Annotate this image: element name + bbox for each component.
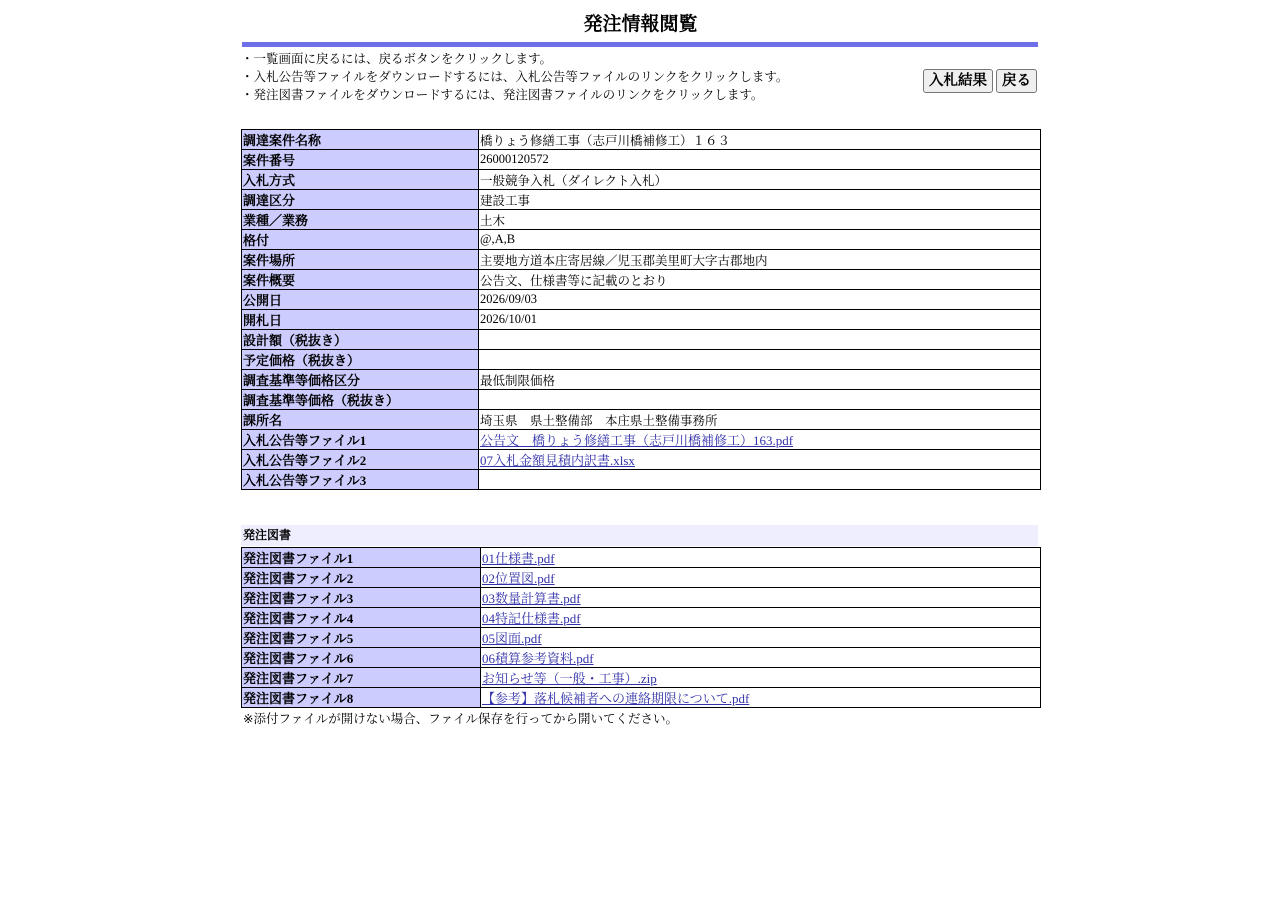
row-label: 案件場所 [242, 250, 479, 270]
page-container [241, 0, 1040, 728]
action-buttons [923, 69, 1037, 87]
table-row [242, 450, 1041, 470]
table-row [242, 668, 1041, 688]
table-row [242, 130, 1041, 150]
row-value [481, 688, 1041, 708]
row-value: 2026/09/03 [479, 290, 1041, 310]
footnote: ※添付ファイルが開けない場合、ファイル保存を行ってから開いてください。 [243, 711, 678, 726]
table-row [242, 250, 1041, 270]
row-label: 入札公告等ファイル1 [242, 430, 479, 450]
row-label: 格付 [242, 230, 479, 250]
details-table [241, 129, 1041, 490]
table-row [242, 688, 1041, 708]
table-row [242, 470, 1041, 490]
table-row [242, 330, 1041, 350]
row-label: 予定価格（税抜き） [242, 350, 479, 370]
row-value: 最低制限価格 [479, 370, 1041, 390]
instruction-bid-files: ・入札公告等ファイルをダウンロードするには、入札公告等ファイルのリンクをクリックします。 [241, 69, 789, 84]
table-row [242, 310, 1041, 330]
row-label: 調達案件名称 [242, 130, 479, 150]
row-value [479, 470, 1041, 490]
table-row [242, 150, 1041, 170]
row-value: 橋りょう修繕工事（志戸川橋補修工）１６３ [479, 130, 1041, 150]
row-value [481, 628, 1041, 648]
bid-file-1-link[interactable]: 公告文 橋りょう修繕工事（志戸川橋補修工）163.pdf [480, 433, 794, 448]
table-row [242, 628, 1041, 648]
row-value [481, 568, 1041, 588]
row-value: 埼玉県 県土整備部 本庄県土整備事務所 [479, 410, 1041, 430]
instructions [241, 50, 1040, 110]
row-value: 主要地方道本庄寄居線／児玉郡美里町大字古郡地内 [479, 250, 1041, 270]
row-value: 公告文、仕様書等に記載のとおり [479, 270, 1041, 290]
row-label: 調達区分 [242, 190, 479, 210]
row-value [479, 350, 1041, 370]
row-label: 発注図書ファイル8 [242, 688, 481, 708]
row-value [479, 390, 1041, 410]
row-label: 発注図書ファイル6 [242, 648, 481, 668]
table-row [242, 410, 1041, 430]
table-row [242, 588, 1041, 608]
row-label: 業種／業務 [242, 210, 479, 230]
row-value: @,A,B [479, 230, 1041, 250]
bid-file-2-link[interactable]: 07入札金額見積内訳書.xlsx [480, 453, 635, 468]
instruction-doc-files: ・発注図書ファイルをダウンロードするには、発注図書ファイルのリンクをクリックします。 [241, 87, 764, 102]
bid-result-button[interactable]: 入札結果 [923, 69, 993, 93]
table-row [242, 210, 1041, 230]
row-label: 設計額（税抜き） [242, 330, 479, 350]
row-label: 入札公告等ファイル2 [242, 450, 479, 470]
row-label: 公開日 [242, 290, 479, 310]
table-row [242, 350, 1041, 370]
row-label: 発注図書ファイル3 [242, 588, 481, 608]
table-row [242, 370, 1041, 390]
table-row [242, 430, 1041, 450]
doc-file-3-link[interactable]: 03数量計算書.pdf [482, 591, 581, 606]
table-row [242, 230, 1041, 250]
table-row [242, 568, 1041, 588]
row-value: 一般競争入札（ダイレクト入札） [479, 170, 1041, 190]
row-label: 入札公告等ファイル3 [242, 470, 479, 490]
row-value [481, 548, 1041, 568]
table-row [242, 648, 1041, 668]
row-value [481, 588, 1041, 608]
row-value [481, 648, 1041, 668]
row-label: 発注図書ファイル1 [242, 548, 481, 568]
doc-file-8-link[interactable]: 【参考】落札候補者への連絡期限について.pdf [482, 691, 750, 706]
row-value: 建設工事 [479, 190, 1041, 210]
row-value: 26000120572 [479, 150, 1041, 170]
row-value [481, 608, 1041, 628]
doc-file-1-link[interactable]: 01仕様書.pdf [482, 551, 555, 566]
row-value [479, 430, 1041, 450]
doc-file-5-link[interactable]: 05図面.pdf [482, 631, 542, 646]
table-row [242, 170, 1041, 190]
row-value: 土木 [479, 210, 1041, 230]
table-row [242, 270, 1041, 290]
table-row [242, 190, 1041, 210]
documents-table [241, 547, 1041, 708]
row-label: 課所名 [242, 410, 479, 430]
doc-file-4-link[interactable]: 04特記仕様書.pdf [482, 611, 581, 626]
table-row [242, 390, 1041, 410]
row-label: 開札日 [242, 310, 479, 330]
row-value: 2026/10/01 [479, 310, 1041, 330]
row-label: 案件番号 [242, 150, 479, 170]
instruction-back: ・一覧画面に戻るには、戻るボタンをクリックします。 [241, 51, 553, 66]
table-row [242, 548, 1041, 568]
row-label: 発注図書ファイル4 [242, 608, 481, 628]
row-label: 案件概要 [242, 270, 479, 290]
header-divider [242, 42, 1038, 47]
page-title: 発注情報閲覧 [583, 13, 698, 35]
row-label: 発注図書ファイル5 [242, 628, 481, 648]
row-value [481, 668, 1041, 688]
doc-file-2-link[interactable]: 02位置図.pdf [482, 571, 555, 586]
row-label: 発注図書ファイル7 [242, 668, 481, 688]
doc-file-7-link[interactable]: お知らせ等（一般・工事）.zip [482, 671, 657, 686]
table-row [242, 290, 1041, 310]
row-label: 調査基準等価格区分 [242, 370, 479, 390]
row-label: 調査基準等価格（税抜き） [242, 390, 479, 410]
row-label: 入札方式 [242, 170, 479, 190]
doc-file-6-link[interactable]: 06積算参考資料.pdf [482, 651, 594, 666]
row-value [479, 450, 1041, 470]
row-value [479, 330, 1041, 350]
documents-section-title: 発注図書 [241, 525, 1038, 546]
table-row [242, 608, 1041, 628]
row-label: 発注図書ファイル2 [242, 568, 481, 588]
back-button[interactable]: 戻る [996, 69, 1037, 93]
